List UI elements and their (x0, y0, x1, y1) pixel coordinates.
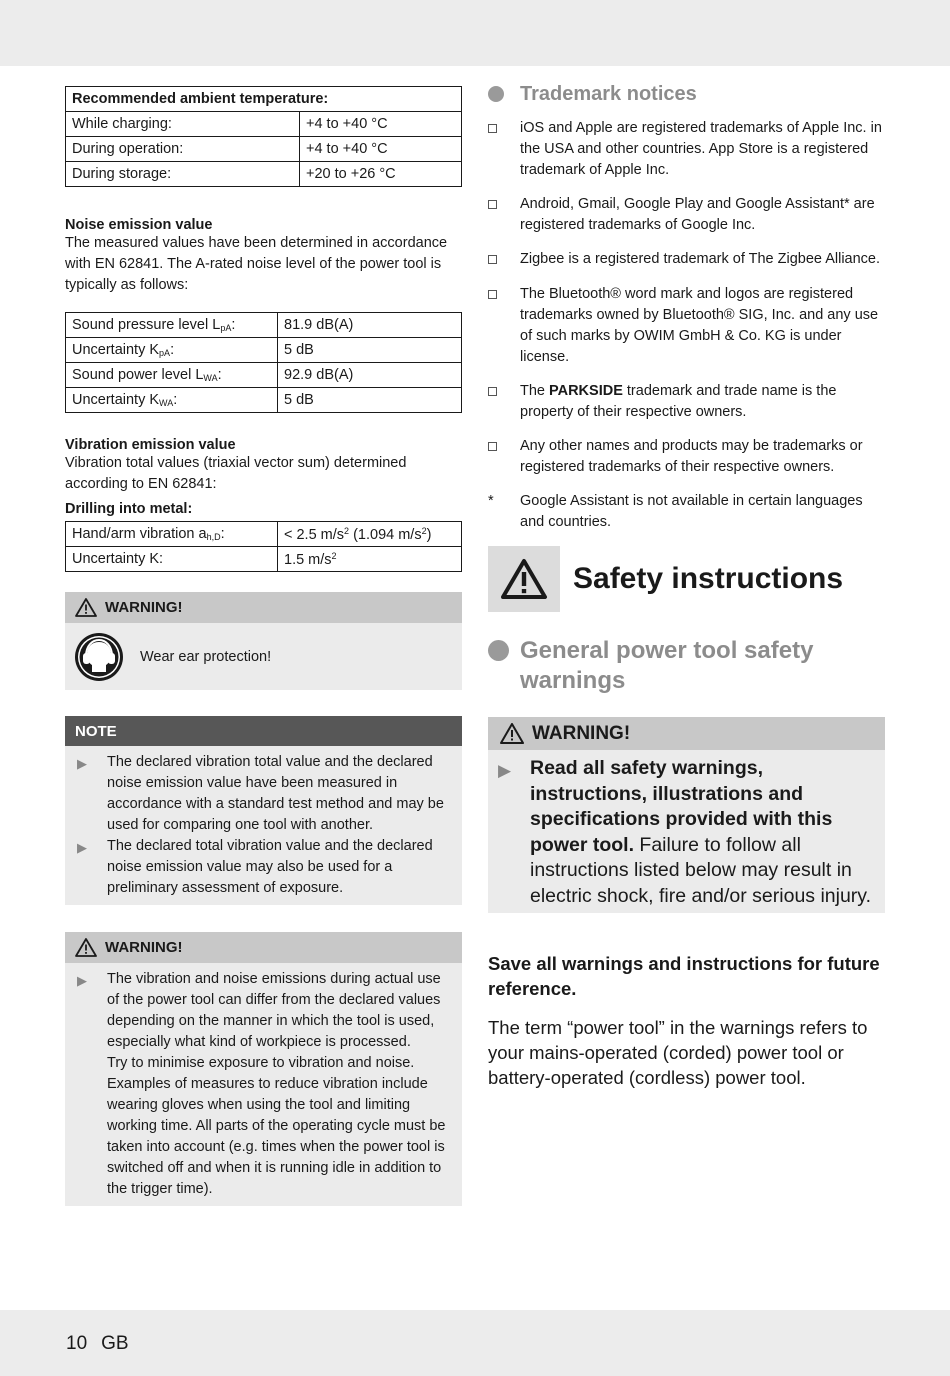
vibration-heading: Vibration emission value (65, 437, 236, 453)
list-item: * Google Assistant is not available in certain languages and countries. (488, 491, 885, 533)
table-row (66, 313, 462, 338)
table-row (66, 112, 462, 137)
table-cell: 81.9 dB(A) (278, 313, 462, 338)
table-cell: Uncertainty $K_{pA}$: (66, 338, 278, 363)
table-cell: Sound power level $L_{WA}$: (66, 363, 278, 388)
ear-protection-row (65, 623, 462, 690)
safety-title: Safety instructions (573, 562, 844, 595)
temperature-table-header: Recommended ambient temperature: (66, 87, 462, 112)
ear-protection-warning (65, 592, 462, 690)
left-column (65, 86, 462, 1206)
warning-triangle-icon (500, 723, 524, 744)
arrow-bullet-icon: ▶ (77, 973, 87, 988)
list-item: The Bluetooth® word mark and logos are registered trademarks owned by Bluetooth® SIG, Inc. and any use of such marks by OWIM GmbH & Co. KG is under license. (488, 284, 885, 368)
save-instructions-text: Save all warnings and instructions for future reference. (488, 953, 880, 999)
right-column (488, 80, 885, 1090)
trademark-list (488, 118, 885, 533)
list-item: ▶ The declared total vibration value and the declared noise emission value may also be used for a preliminary assessment of exposure. (77, 836, 452, 899)
warning-header (65, 932, 462, 963)
table-cell: Uncertainty K: (66, 547, 278, 572)
square-bullet-icon (488, 255, 497, 264)
vibration-text: Vibration total values (triaxial vector sum) determined according to EN 62841: (65, 455, 407, 492)
table-row (66, 137, 462, 162)
square-bullet-icon (488, 124, 497, 133)
square-bullet-icon (488, 442, 497, 451)
ear-protection-icon (74, 632, 124, 682)
note-title: NOTE (65, 716, 462, 746)
table-cell: +20 to +26 °C (300, 162, 462, 187)
page-footer (66, 1333, 143, 1355)
bullet-dot-icon (488, 86, 504, 102)
table-cell: 5 dB (278, 388, 462, 413)
note-bullets (65, 746, 462, 905)
asterisk-mark: * (488, 493, 494, 509)
trademark-heading: Trademark notices (488, 80, 885, 108)
vibration-table (65, 521, 462, 572)
list-item: Zigbee is a registered trademark of The Zigbee Alliance. (488, 249, 885, 271)
list-item: ▶ The declared vibration total value and the declared noise emission value have been measured in accordance with a standard test method and may be used for comparing one tool with another. (77, 752, 452, 836)
table-cell: +4 to +40 °C (300, 112, 462, 137)
noise-heading: Noise emission value (65, 217, 213, 233)
table-row (66, 338, 462, 363)
square-bullet-icon (488, 200, 497, 209)
warning-triangle-icon (500, 558, 548, 600)
table-cell: Hand/arm vibration $a_{h,D}$: (66, 522, 278, 547)
ear-protection-text: Wear ear protection! (140, 648, 272, 665)
table-cell: 92.9 dB(A) (278, 363, 462, 388)
page-number: 10 (66, 1333, 88, 1354)
arrow-bullet-icon: ▶ (77, 756, 87, 771)
table-cell: 1.5 $m/s^2$ (278, 547, 462, 572)
square-bullet-icon (488, 290, 497, 299)
power-tool-term-text: The term “power tool” in the warnings refers to your mains-operated (corded) power tool or battery-operated (cordless) power tool. (488, 1017, 868, 1088)
list-item: ▶ The vibration and noise emissions during actual use of the power tool can differ from the declared values depending on the manner in which the tool is used, especially what kind of workpiece is processed. Try to minimise exposure to vibration and noise. Examples of measures to reduce vibration include wearing gloves when using the tool and limiting working time. All parts of the operating cycle must be taken into account (e.g. times when the power tool is switched off and when it is running idle in addition to the trigger time). (77, 969, 452, 1200)
warning-header (65, 592, 462, 623)
safety-icon-box (488, 546, 560, 612)
list-item: ▶ Read all safety warnings, instructions, illustrations and specifications provided with this power tool. Failure to follow all instructions listed below may result in electric shock, fire and/or serious injury. (488, 750, 885, 913)
arrow-bullet-icon: ▶ (498, 761, 512, 780)
safety-banner (488, 546, 885, 612)
noise-text: The measured values have been determined in accordance with EN 62841. The A-rated noise level of the power tool is typically as follows: (65, 235, 448, 293)
vibration-warning (65, 932, 462, 1206)
square-bullet-icon (488, 387, 497, 396)
safety-warning-box (488, 717, 885, 913)
table-cell: 5 dB (278, 338, 462, 363)
table-row (66, 522, 462, 547)
table-cell: During operation: (66, 137, 300, 162)
temperature-table (65, 86, 462, 187)
note-box (65, 716, 462, 905)
warning-header (488, 717, 885, 750)
list-item: Android, Gmail, Google Play and Google Assistant* are registered trademarks of Google Inc. (488, 194, 885, 236)
drilling-subheading: Drilling into metal: (65, 501, 193, 517)
list-item: The PARKSIDE trademark and trade name is the property of their respective owners. (488, 381, 885, 423)
table-cell: Sound pressure level $L_{pA}$: (66, 313, 278, 338)
table-cell: While charging: (66, 112, 300, 137)
table-cell: Uncertainty $K_{WA}$: (66, 388, 278, 413)
list-item: Any other names and products may be trademarks or registered trademarks of their respective owners. (488, 436, 885, 478)
table-row (66, 388, 462, 413)
table-row (66, 162, 462, 187)
warning-triangle-icon (75, 938, 97, 957)
arrow-bullet-icon: ▶ (77, 840, 87, 855)
table-cell: < 2.5 $m/s^2$ (1.094 $m/s^2$) (278, 522, 462, 547)
table-row (66, 547, 462, 572)
vibration-warning-body (65, 963, 462, 1206)
table-row (66, 363, 462, 388)
warning-title: WARNING! (105, 599, 183, 616)
table-cell: +4 to +40 °C (300, 137, 462, 162)
general-safety-heading: General power tool safety warnings (488, 636, 885, 696)
top-band (0, 0, 950, 66)
list-item: iOS and Apple are registered trademarks of Apple Inc. in the USA and other countries. App Store is a registered trademark of Apple Inc. (488, 118, 885, 181)
noise-table (65, 312, 462, 413)
warning-triangle-icon (75, 598, 97, 617)
warning-title: WARNING! (105, 939, 183, 956)
warning-title: WARNING! (532, 722, 631, 744)
table-cell: During storage: (66, 162, 300, 187)
bullet-dot-icon (488, 640, 509, 661)
language-code: GB (101, 1333, 129, 1354)
